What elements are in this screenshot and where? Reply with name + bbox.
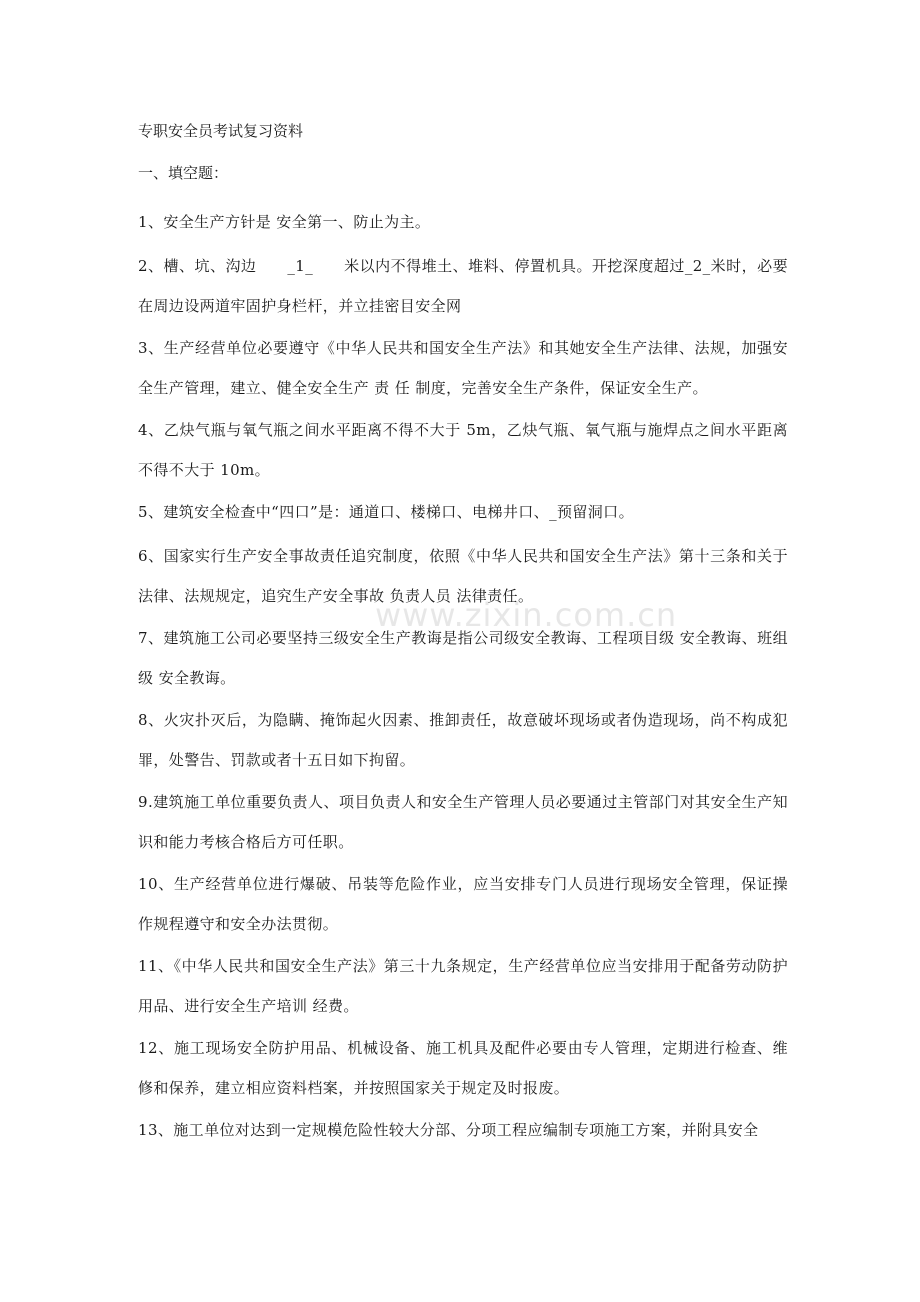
list-item: 11、《中华人民共和国安全生产法》第三十九条规定，生产经营单位应当安排用于配备劳动防护用品、进行安全生产培训 经费。 [138,957,788,1015]
list-item: 6、国家实行生产安全事故责任追究制度，依照《中华人民共和国安全生产法》第十三条和关于法律、法规规定，追究生产安全事故 负责人员 法律责任。 [138,547,788,605]
document-body [138,118,788,1150]
list-item: 12、施工现场安全防护用品、机械设备、施工机具及配件必要由专人管理，定期进行检查、维修和保养，建立相应资料档案，并按照国家关于规定及时报废。 [138,1039,788,1097]
list-item: 7、建筑施工公司必要坚持三级安全生产教诲是指公司级安全教诲、工程项目级 安全教诲、班组级 安全教诲。 [138,629,788,687]
list-item: 1、安全生产方针是 安全第一、防止为主。 [138,213,431,231]
list-item: 3、生产经营单位必要遵守《中华人民共和国安全生产法》和其她安全生产法律、法规，加强安全生产管理，建立、健全安全生产 责 任 制度，完善安全生产条件，保证安全生产。 [138,339,788,397]
list-item: 8、火灾扑灭后，为隐瞒、掩饰起火因素、推卸责任，故意破坏现场或者伪造现场，尚不构成犯罪，处警告、罚款或者十五日如下拘留。 [138,711,788,769]
list-item: 13、施工单位对达到一定规模危险性较大分部、分项工程应编制专项施工方案，并附具安全 [138,1121,759,1139]
list-item: 9.建筑施工单位重要负责人、项目负责人和安全生产管理人员必要通过主管部门对其安全生产知识和能力考核合格后方可任职。 [138,793,788,851]
watermark: www.zixin.com.cn [375,596,678,634]
list-item: 2、槽、坑、沟边 _1_ 米以内不得堆土、堆料、停置机具。开挖深度超过_2_米时，必要在周边设两道牢固护身栏杆，并立挂密目安全网 [138,257,788,315]
list-item: 5、建筑安全检查中“四口”是：通道口、楼梯口、电梯井口、_预留洞口。 [138,503,634,521]
section-heading: 一、填空题： [138,164,229,182]
document-title: 专职安全员考试复习资料 [138,122,304,140]
list-item: 10、生产经营单位进行爆破、吊装等危险作业，应当安排专门人员进行现场安全管理，保证操作规程遵守和安全办法贯彻。 [138,875,788,933]
list-item: 4、乙炔气瓶与氧气瓶之间水平距离不得不大于 5m，乙炔气瓶、氧气瓶与施焊点之间水平距离不得不大于 10m。 [138,421,788,479]
